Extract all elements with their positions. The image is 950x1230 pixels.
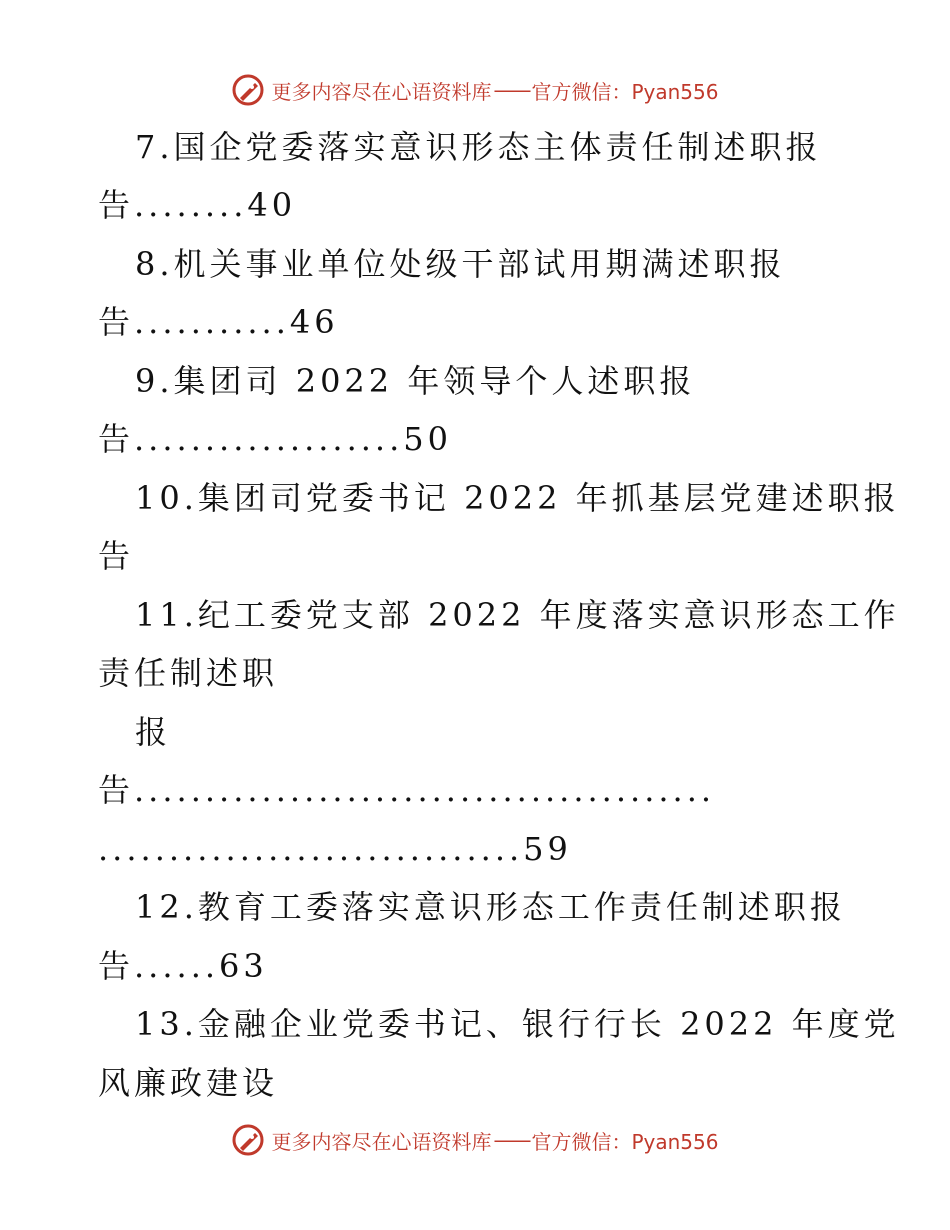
watermark-wechat-text: 官方微信：Pyan556	[531, 79, 719, 104]
toc-line: 13.金融企业党委书记、银行行长 2022 年度党	[135, 1005, 900, 1043]
toc-line: 风廉政建设	[98, 1064, 279, 1102]
toc-line: 告	[98, 537, 135, 575]
toc-line: 告...................50	[98, 420, 452, 458]
toc-line: 8.机关事业单位处级干部试用期满述职报	[135, 245, 786, 283]
toc-line: 告.........................................	[98, 771, 716, 809]
toc-line: 11.纪工委党支部 2022 年度落实意识形态工作	[135, 596, 900, 634]
toc-line: 告...........46	[98, 303, 339, 341]
toc-line: 报	[135, 713, 172, 751]
watermark-separator: ——	[493, 1128, 530, 1152]
pen-logo-icon	[231, 73, 265, 107]
toc-line: 12.教育工委落实意识形态工作责任制述职报	[135, 888, 846, 926]
toc-line: 告........40	[98, 186, 297, 224]
watermark-site-text: 更多内容尽在心语资料库	[271, 1129, 492, 1154]
pen-logo-icon	[231, 1123, 265, 1157]
watermark-wechat-text: 官方微信：Pyan556	[531, 1129, 719, 1154]
watermark-site-text: 更多内容尽在心语资料库	[271, 79, 492, 104]
watermark-banner-bottom	[0, 1120, 950, 1160]
toc-line: 责任制述职	[98, 654, 279, 692]
watermark-banner-top	[0, 70, 950, 110]
toc-line: 7.国企党委落实意识形态主体责任制述职报	[135, 128, 822, 166]
toc-line: 10.集团司党委书记 2022 年抓基层党建述职报	[135, 479, 900, 517]
watermark-separator: ——	[493, 78, 530, 102]
toc-line: 9.集团司 2022 年领导个人述职报	[135, 362, 696, 400]
toc-line: 告......63	[98, 947, 268, 985]
toc-line: ..............................59	[98, 830, 572, 868]
